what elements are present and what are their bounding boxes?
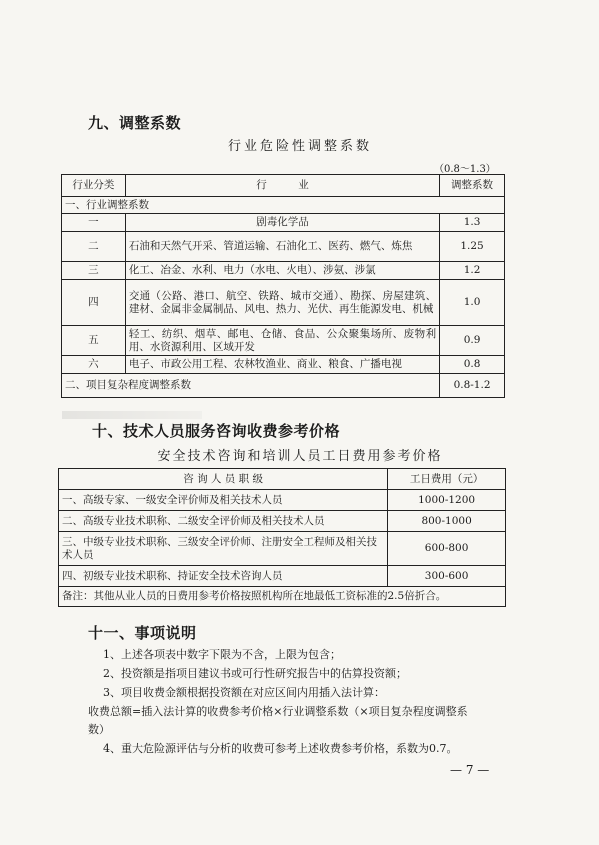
header-industry: 行 业	[125, 175, 439, 197]
section-11-heading: 十一、事项说明	[88, 624, 197, 642]
note-item: 1、上述各项表中数字下限为不含，上限为包含；	[103, 648, 341, 661]
row-daily-fee: 600-800	[388, 532, 506, 566]
coefficient-range: （0.8～1.3）	[434, 164, 496, 175]
row-staff-level: 一、高级专家、一级安全评价师及相关技术人员	[59, 490, 388, 511]
table-row	[59, 511, 506, 532]
row-industry: 轻工、纺织、烟草、邮电、仓储、食品、公众聚集场所、废物利用、水资源利用、区域开发	[125, 326, 439, 356]
table-1-caption: 行业危险性调整系数	[227, 139, 372, 154]
industry-coefficient-table	[61, 174, 505, 398]
row-coefficient: 1.3	[440, 214, 505, 232]
table-row	[62, 326, 505, 356]
section-10-heading: 十、技术人员服务咨询收费参考价格	[92, 422, 341, 440]
row-staff-level: 二、高级专业技术职称、二级安全评价师及相关技术人员	[59, 511, 388, 532]
note-item: 3、项目收费金额根据投资额在对应区间内用插入法计算：	[103, 686, 385, 699]
row-category: 六	[62, 356, 126, 374]
table-row	[62, 262, 505, 280]
row-daily-fee: 300-600	[388, 566, 506, 587]
header-daily-fee: 工日费用（元）	[388, 469, 506, 490]
header-category: 行业分类	[62, 175, 126, 197]
scan-smudge	[62, 411, 202, 419]
row-category: 一	[62, 214, 126, 232]
row-staff-level: 三、中级专业技术职称、三级安全评价师、注册安全工程师及相关技术人员	[59, 532, 388, 566]
table-row	[59, 587, 506, 607]
consulting-fee-table	[58, 468, 506, 607]
table-row	[62, 356, 505, 374]
header-staff-level: 咨 询 人 员 职 级	[59, 469, 388, 490]
table-row	[59, 532, 506, 566]
note-item: 4、重大危险源评估与分析的收费可参考上述收费参考价格，系数为0.7。	[103, 742, 458, 755]
row-daily-fee: 1000-1200	[388, 490, 506, 511]
group-1-label: 一、行业调整系数	[62, 197, 505, 214]
row-category: 二	[62, 232, 126, 262]
section-9-heading: 九、调整系数	[88, 114, 182, 132]
table-row	[62, 214, 505, 232]
row-industry: 交通（公路、港口、航空、铁路、城市交通）、勘探、房屋建筑、建材、金属非金属制品、风电、热力、光伏、再生能源发电、机械	[125, 280, 439, 326]
row-coefficient: 0.8	[440, 356, 505, 374]
row-industry: 电子、市政公用工程、农林牧渔业、商业、粮食、广播电视	[125, 356, 439, 374]
row-coefficient: 1.25	[440, 232, 505, 262]
table-remark: 备注：其他从业人员的日费用参考价格按照机构所在地最低工资标准的2.5倍折合。	[59, 587, 506, 607]
row-industry: 剧毒化学品	[125, 214, 439, 232]
row-industry: 化工、冶金、水利、电力（水电、火电）、涉氨、涉氯	[125, 262, 439, 280]
group-row	[62, 374, 505, 398]
table-2-caption: 安全技术咨询和培训人员工日费用参考价格	[157, 449, 443, 464]
table-row	[59, 566, 506, 587]
table-row	[59, 490, 506, 511]
table-row	[62, 280, 505, 326]
group-2-label: 二、项目复杂程度调整系数	[62, 374, 440, 398]
row-coefficient: 0.9	[440, 326, 505, 356]
note-item: 2、投资额是指项目建议书或可行性研究报告中的估算投资额；	[103, 667, 407, 680]
row-category: 四	[62, 280, 126, 326]
row-daily-fee: 800-1000	[388, 511, 506, 532]
page-number: — 7 —	[450, 763, 490, 777]
group-2-coefficient: 0.8-1.2	[440, 374, 505, 398]
row-category: 五	[62, 326, 126, 356]
note-item: 收费总额=插入法计算的收费参考价格×行业调整系数（×项目复杂程度调整系	[88, 705, 468, 718]
row-category: 三	[62, 262, 126, 280]
group-row	[62, 197, 505, 214]
row-coefficient: 1.2	[440, 262, 505, 280]
table-row	[62, 232, 505, 262]
row-industry: 石油和天然气开采、管道运输、石油化工、医药、燃气、炼焦	[125, 232, 439, 262]
header-coefficient: 调整系数	[440, 175, 505, 197]
row-coefficient: 1.0	[440, 280, 505, 326]
table-header-row	[62, 175, 505, 197]
table-header-row	[59, 469, 506, 490]
note-item: 数）	[88, 723, 110, 736]
row-staff-level: 四、初级专业技术职称、持证安全技术咨询人员	[59, 566, 388, 587]
